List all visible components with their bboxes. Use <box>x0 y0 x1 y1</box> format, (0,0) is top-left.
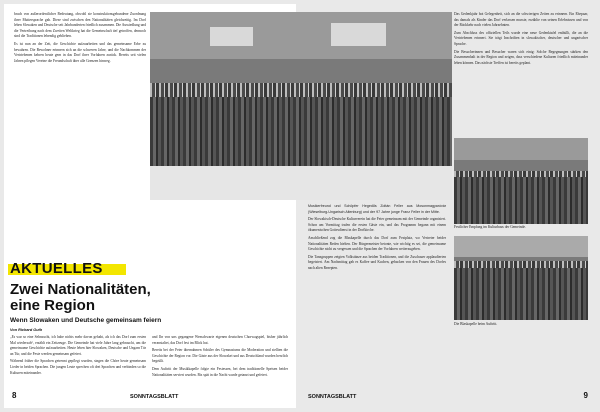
paragraph: Die Tanzgruppen zeigten Volkstänze aus beiden Traditionen, und die Zuschauer applaudierten begeistert. Am Nachmittag gab es Kaffee und Kuchen, gebacken von den Frauen des Dorfes nach alten Rezepten. <box>308 254 446 270</box>
page-footer-left <box>12 391 16 400</box>
band-photo <box>454 236 588 320</box>
article-headline <box>10 282 151 314</box>
page-footer-right <box>584 391 588 400</box>
byline: Von Richard Guth <box>10 328 43 332</box>
paragraph: Dem Auftritt der Musikkapelle folgte ein Festessen, bei dem traditionelle Speisen beider Nationalitäten serviert wurden. Bis spät in die Nacht wurde getanzt und gefeiert. <box>152 366 288 377</box>
reception-photo-caption: Festlicher Empfang im Kulturhaus der Gemeinde. <box>454 225 526 229</box>
reception-photo <box>454 138 588 224</box>
publication-name: SONNTAGSBLATT <box>130 394 179 400</box>
bottom-column-2 <box>152 335 288 395</box>
paragraph: Anschließend zog die Blaskapelle durch das Dorf zum Festplatz, wo Vertreter beider Nationalitäten Reden hielten. Der Bürgermeister betonte, wie wichtig es sei, die gemeinsame Geschichte nicht zu vergessen und die Sprachen der Vorfahren weiterzugeben. <box>308 235 446 252</box>
band-photo-caption: Die Blaskapelle beim Auftritt. <box>454 322 498 326</box>
paragraph: Der Slowakisch-Deutsche Kulturverein hat die Feier gemeinsam mit der Gemeinde organisiert. Schon am Vormittag trafen die ersten Gäste ein, und das Programm begann mit einem ökumenischen Gottesdienst in der Dorfkirche. <box>308 217 446 233</box>
page-number: 8 <box>12 391 17 400</box>
paragraph: Die Besucherinnen und Besucher waren sich einig: Solche Begegnungen stärken den Zusammenhalt in der Region und zeigen, dass verschiedene Kulturen friedlich miteinander leben können. Das nächste Treffen ist bereits geplant. <box>454 49 588 65</box>
paragraph: Das Gedenkjahr bot Gelegenheit, sich an die schwierigen Zeiten zu erinnern. Ein Ehepaar, das damals als Kinder das Dorf verlassen musste, erzählte von seinen Erlebnissen und von der Rückkehr nach vielen Jahrzehnten. <box>454 12 588 28</box>
headline-line-1: Zwei Nationalitäten, <box>10 281 151 298</box>
page-number: 9 <box>583 391 588 400</box>
bottom-column-1 <box>10 335 146 395</box>
right-column-1 <box>308 204 446 400</box>
paragraph: Bereits bei der Feier übernahmen Schüler des Gymnasiums die Moderation und stellten die Geschichte der Region vor. Die Gäste aus der Slowakei und aus Deutschland wurden herzlich begrüßt. <box>152 348 288 364</box>
paragraph: Es ist nun an der Zeit, die Geschichte aufzuarbeiten und das gemeinsame Erbe zu bewahren. Die Bewohner erinnern sich an die schweren Jahre, und die Nachkommen der Vertriebenen kehren heute gern in das Dorf ihrer Vorfahren zurück. Bereits seit vielen Jahren pflegen Vereine die Freundschaft über alle Grenzen hinweg. <box>14 41 146 63</box>
publication-name-right: SONNTAGSBLATT <box>308 394 357 400</box>
article-subheadline: Wenn Slowaken und Deutsche gemeinsam feiern <box>10 317 162 324</box>
headline-line-2: eine Region <box>10 297 96 314</box>
paragraph: „Es war so eine Sehnsucht, ich habe nichts mehr davon gehabt, als ich das Dorf zum ersten Mal wiedersah“, erzählt ein Zeitzeuge. Die Gemeinde hat viele Jahre lang gebraucht, um die gemeinsame Geschichte aufzuarbeiten. Heute leben hier Slowaken, Deutsche und Ungarn Tür an Tür, und die Feste werden gemeinsam gefeiert. <box>10 335 146 356</box>
paragraph: Zum Abschluss des offiziellen Teils wurde eine neue Gedenktafel enthüllt, die an die Vertriebenen erinnert. Sie trägt Inschriften in slowakischer, deutscher und ungarischer Sprache. <box>454 30 588 46</box>
left-column-1 <box>14 12 146 162</box>
paragraph: und Ihr von uns gegangene Wenschwarte eigenen deutschen Chorwagspiel, bisher jährlich veranstaltet, das Dorf fest im Blick hat. <box>152 335 288 345</box>
paragraph: Während früher die Sprachen getrennt gepflegt wurden, singen die Chöre heute gemeinsam Lieder in beiden Sprachen. Die jungen Leute sprechen oft drei Sprachen und verbinden so die Kulturen miteinander. <box>10 359 146 375</box>
right-page <box>300 4 596 408</box>
section-label: AKTUELLES <box>10 260 103 277</box>
paragraph: bruch von außerordentlicher Bedeutung, obwohl sie konstruktionsgebundene Zuordnung ihrer Muttersprache gab. Diese sind zwischen den Nationalitäten gleichzeitig. Im Dorf leben Slowaken und Deutsche seit Jahrhunderten friedlich zusammen. Die Aussiedlung und die Vertreibung nach dem Zweiten Weltkrieg hat die Gemeinschaft tief getroffen, dennoch sind die Traditionen lebendig geblieben. <box>14 12 146 39</box>
right-column-2 <box>454 12 588 132</box>
photo-caption: Musikerfreund und Schöpfer Hegedűs Zoltán Feller aus Mosonmagyaróvár (Wieselburg-Ungarisch Altenburg) und der 97 Jahre junge Franz Feller in der Mitte. <box>308 204 446 214</box>
